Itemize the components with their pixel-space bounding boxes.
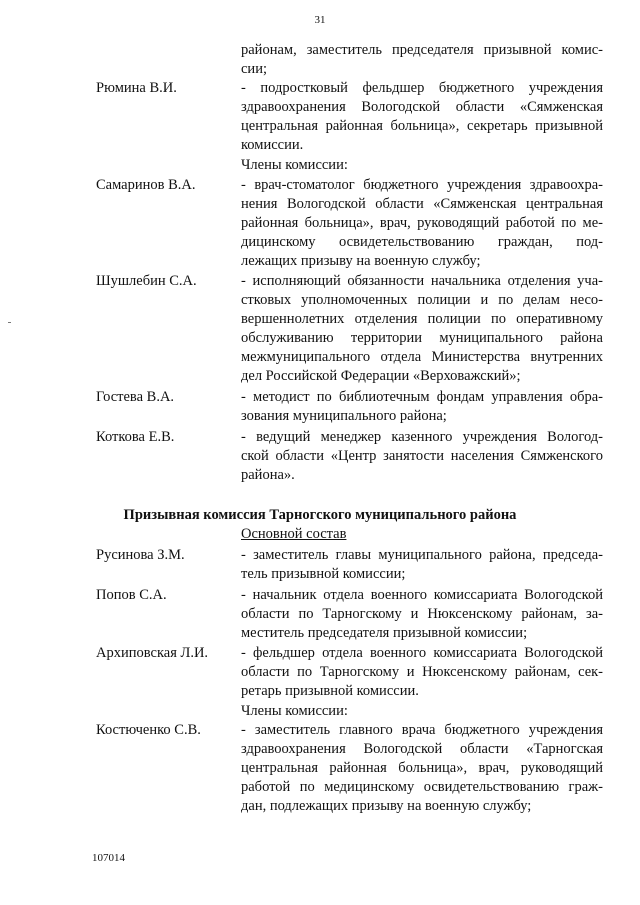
member-name: Архиповская Л.И. [96, 645, 209, 661]
text-line: зования муниципального района; [241, 408, 447, 424]
text-line: ретарь призывной комиссии. [241, 683, 419, 699]
member-name: Попов С.А. [96, 587, 167, 603]
member-name: Шушлебин С.А. [96, 273, 197, 289]
text-line: дан, подлежащих призыву на военную службу; [241, 798, 532, 814]
section-title: Призывная комиссия Тарногского муниципального района [123, 507, 517, 523]
text-line: стковых уполномоченных полиции и по делам несо- [241, 292, 603, 308]
members-heading: Члены комиссии: [241, 703, 348, 719]
member-name: Рюмина В.И. [96, 80, 177, 96]
scan-mark [8, 322, 11, 323]
member-name: Коткова Е.В. [96, 429, 175, 445]
text-line: районная больница», врач, руководящий работой по ме- [241, 215, 603, 231]
text-line: - начальник отдела военного комиссариата Вологодской [241, 587, 603, 603]
member-name: Самаринов В.А. [96, 177, 196, 193]
section-subtitle: Основной состав [241, 526, 347, 542]
page-number: 31 [314, 14, 326, 26]
text-line: меститель председателя призывной комиссии; [241, 625, 528, 641]
text-line: межмуниципального отдела Министерства внутренних [241, 349, 603, 365]
text-line: дел Российской Федерации «Верховажский»; [241, 368, 521, 384]
members-heading: Члены комиссии: [241, 157, 348, 173]
text-line: области по Тарногскому и Нюксенскому районам, за- [241, 606, 603, 622]
text-line: нения Вологодской области «Сямженская центральная [241, 196, 603, 212]
document-code: 107014 [92, 852, 125, 864]
text-line: здравоохранения Вологодской области «Сямженская [241, 99, 603, 115]
text-line: района». [241, 467, 295, 483]
text-line: комиссии. [241, 137, 304, 153]
text-line: области по Тарногскому и Нюксенскому районам, сек- [241, 664, 603, 680]
text-line: работой по медицинскому освидетельствованию граж- [241, 779, 603, 795]
text-line: - ведущий менеджер казенного учреждения Вологод- [241, 429, 603, 445]
text-line: здравоохранения Вологодской области «Тарногская [241, 741, 603, 757]
text-line: дицинскому освидетельствованию граждан, под- [241, 234, 603, 250]
member-name: Русинова З.М. [96, 547, 185, 563]
text-line: - исполняющий обязанности начальника отделения уча- [241, 273, 603, 289]
text-line: - заместитель главного врача бюджетного учреждения [241, 722, 603, 738]
text-line: вершеннолетних отделения полиции по оперативному [241, 311, 603, 327]
member-name: Гостева В.А. [96, 389, 175, 405]
text-line: - врач-стоматолог бюджетного учреждения здравоохра- [241, 177, 603, 193]
text-line: - фельдшер отдела военного комиссариата Вологодской [241, 645, 603, 661]
text-line: - методист по библиотечным фондам управления обра- [241, 389, 603, 405]
text-line: лежащих призыву на военную службу; [241, 253, 481, 269]
text-line: ской области «Центр занятости населения Сямженского [241, 448, 603, 464]
text-line: - заместитель главы муниципального района, председа- [241, 547, 603, 563]
text-line: обслуживанию территории муниципального района [241, 330, 603, 346]
text-line: - подростковый фельдшер бюджетного учреждения [241, 80, 603, 96]
text-line: сии; [241, 61, 267, 77]
text-line: районам, заместитель председателя призывной комис- [241, 42, 603, 58]
text-line: центральная районная больница», врач, руководящий [241, 760, 603, 776]
text-line: центральная районная больница», секретарь призывной [241, 118, 603, 134]
member-name: Костюченко С.В. [96, 722, 201, 738]
text-line: тель призывной комиссии; [241, 566, 406, 582]
